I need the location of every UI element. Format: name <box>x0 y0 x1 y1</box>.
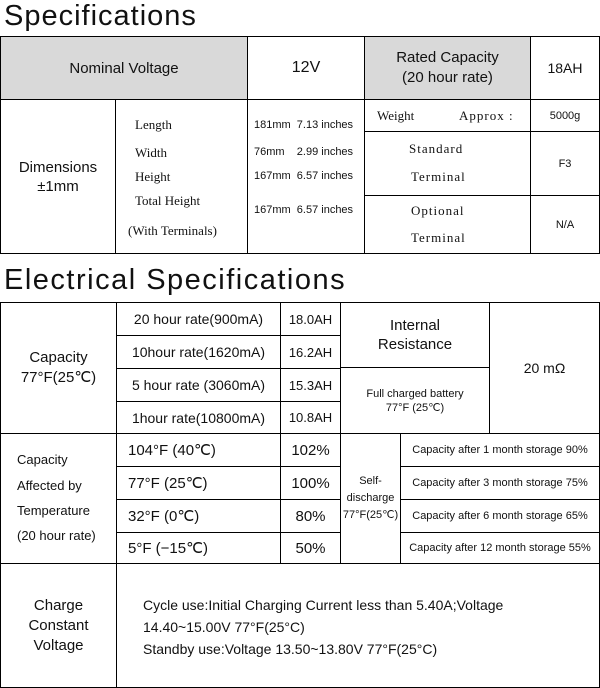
weight-label: Weight <box>377 108 415 123</box>
self-discharge-line3: 77°F(25℃) <box>342 509 399 521</box>
dimensions-tolerance: ±1mm <box>37 177 79 195</box>
full-charged-line1: Full charged battery <box>366 387 464 400</box>
capacity-temp: 77°F(25℃) <box>20 369 97 386</box>
nominal-voltage-label: Nominal Voltage <box>0 36 248 100</box>
standard-terminal-cell <box>364 131 531 196</box>
standard-terminal-line1: Standard <box>409 141 464 156</box>
temp-row-3: 5°F (−15℃) <box>116 532 281 564</box>
capacity-rate-3: 1hour rate(10800mA) <box>116 401 281 434</box>
storage-row-3: Capacity after 12 month storage 55% <box>400 532 600 564</box>
storage-row-2: Capacity after 6 month storage 65% <box>400 499 600 533</box>
capacity-temperature-label-cell <box>0 433 117 564</box>
temp-value-3: 50% <box>280 532 341 564</box>
charge-line-cycle: Cycle use:Initial Charging Current less than 5.40A;Voltage <box>143 597 504 613</box>
capacity-label: Capacity <box>29 349 88 366</box>
dimensions-label <box>0 99 116 254</box>
rated-capacity-label <box>364 36 531 100</box>
temp-row-1: 77°F (25℃) <box>116 466 281 500</box>
dimensions-text: Dimensions <box>18 158 98 176</box>
internal-resistance-line2: Resistance <box>377 336 453 353</box>
dim-value-width: 76mm 2.99 inches <box>254 146 354 158</box>
self-discharge-line2: discharge <box>346 492 395 504</box>
weight-approx: Approx : <box>459 108 514 123</box>
charge-line-standby: Standby use:Voltage 13.50~13.80V 77°F(25°C) <box>143 641 438 657</box>
rated-capacity-value: 18AH <box>530 36 600 100</box>
temp-label-line2: Affected by <box>17 478 82 493</box>
charge-details-cell <box>116 563 600 688</box>
dimension-values-cell <box>247 99 365 254</box>
temp-value-0: 102% <box>280 433 341 467</box>
dim-value-length: 181mm 7.13 inches <box>254 119 354 131</box>
temp-label-line1: Capacity <box>17 452 68 467</box>
temp-value-1: 100% <box>280 466 341 500</box>
optional-terminal-cell <box>364 195 531 254</box>
charge-constant-voltage-label <box>0 563 117 688</box>
standard-terminal-line2: Terminal <box>411 169 466 184</box>
dim-value-total-height: 167mm 6.57 inches <box>254 204 354 216</box>
specifications-title: Specifications <box>4 0 197 32</box>
charge-line-cycle-voltage: 14.40~15.00V 77°F(25°C) <box>143 619 305 635</box>
internal-resistance-value: 20 mΩ <box>489 302 600 434</box>
charge-label-line2: Constant <box>28 616 89 634</box>
full-charged-line2: 77°F (25℃) <box>385 401 445 414</box>
capacity-rate-1: 10hour rate(1620mA) <box>116 335 281 369</box>
temp-label-line4: (20 hour rate) <box>17 528 96 543</box>
optional-terminal-value: N/A <box>530 195 600 254</box>
self-discharge-label <box>340 433 401 564</box>
electrical-specifications-title: Electrical Specifications <box>4 264 347 296</box>
weight-value: 5000g <box>530 99 600 132</box>
capacity-value-3: 10.8AH <box>280 401 341 434</box>
capacity-rate-0: 20 hour rate(900mA) <box>116 302 281 336</box>
rated-capacity-line1: Rated Capacity <box>396 49 499 66</box>
standard-terminal-value: F3 <box>530 131 600 196</box>
optional-terminal-line2: Terminal <box>411 230 466 245</box>
capacity-value-1: 16.2AH <box>280 335 341 369</box>
dim-label-height: Height <box>135 169 171 184</box>
dimension-labels-cell <box>115 99 248 254</box>
temp-row-2: 32°F (0℃) <box>116 499 281 533</box>
dim-label-total-height: Total Height <box>135 193 201 208</box>
temp-label-line3: Temperature <box>17 503 90 518</box>
dim-value-height: 167mm 6.57 inches <box>254 170 354 182</box>
storage-row-0: Capacity after 1 month storage 90% <box>400 433 600 467</box>
rated-capacity-line2: (20 hour rate) <box>402 69 493 86</box>
internal-resistance-line1: Internal <box>389 317 441 334</box>
storage-row-1: Capacity after 3 month storage 75% <box>400 466 600 500</box>
temp-row-0: 104°F (40℃) <box>116 433 281 467</box>
capacity-value-2: 15.3AH <box>280 368 341 402</box>
self-discharge-line1: Self- <box>359 475 382 487</box>
charge-label-line3: Voltage <box>33 636 84 654</box>
charge-label-line1: Charge <box>33 596 84 614</box>
optional-terminal-line1: Optional <box>411 203 465 218</box>
dim-label-with-terminals: (With Terminals) <box>128 223 217 238</box>
dim-label-length: Length <box>135 117 172 132</box>
internal-resistance-label <box>340 302 490 368</box>
dim-label-width: Width <box>135 145 167 160</box>
capacity-value-0: 18.0AH <box>280 302 341 336</box>
capacity-label-cell <box>0 302 117 434</box>
temp-value-2: 80% <box>280 499 341 533</box>
weight-label-cell <box>364 99 531 132</box>
capacity-rate-2: 5 hour rate (3060mA) <box>116 368 281 402</box>
nominal-voltage-value: 12V <box>247 36 365 100</box>
full-charged-battery-cell <box>340 367 490 434</box>
